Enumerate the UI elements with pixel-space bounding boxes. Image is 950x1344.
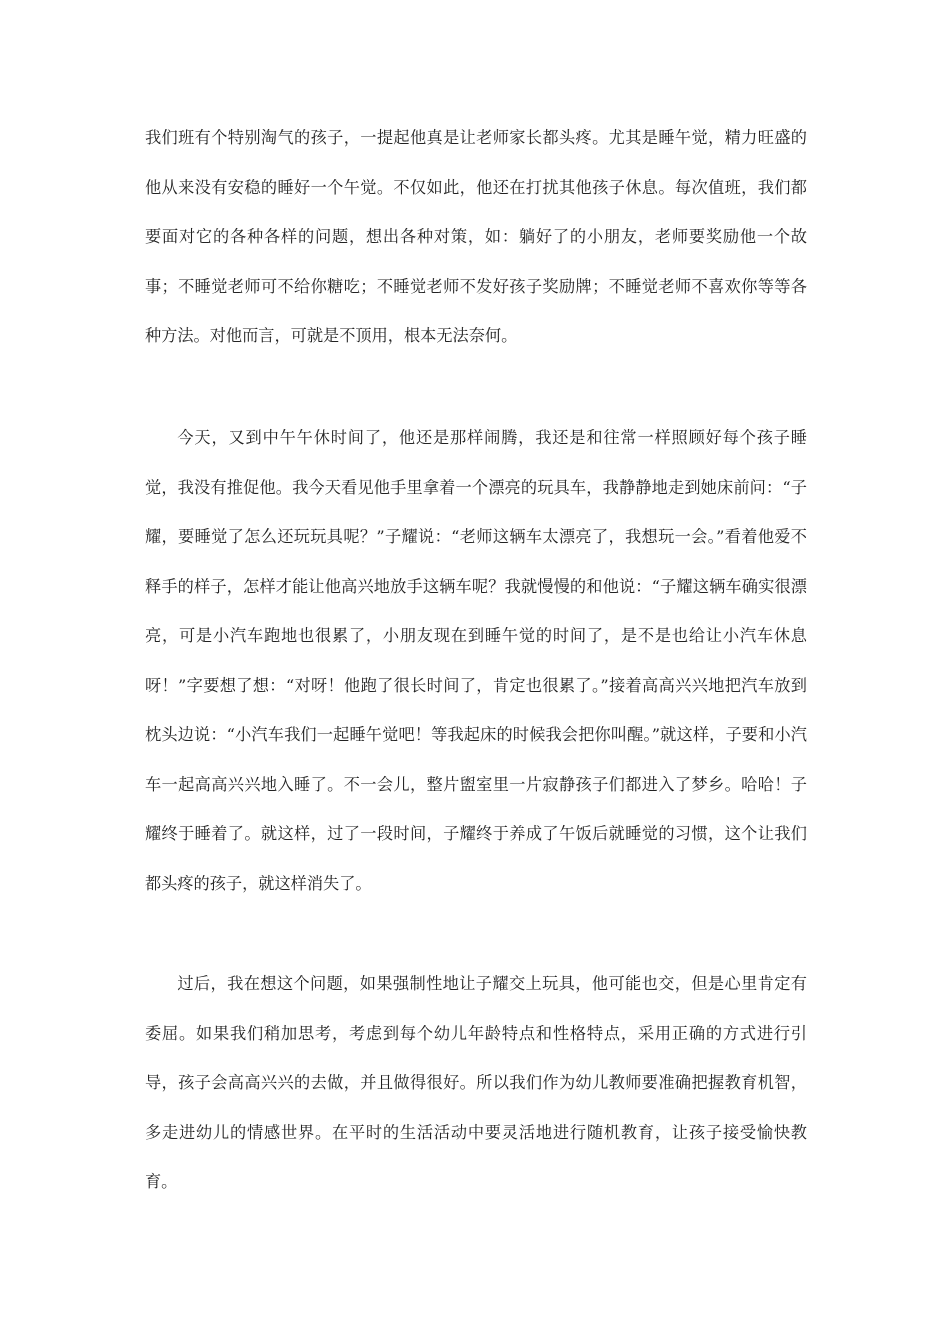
paragraph-1: 我们班有个特别淘气的孩子，一提起他真是让老师家长都头疼。尤其是睡午觉，精力旺盛的他从来没有安稳的睡好一个午觉。不仅如此，他还在打扰其他孩子休息。每次值班，我们都要面对它的各种各样的问题，想出各种对策，如：躺好了的小朋友，老师要奖励他一个故事；不睡觉老师可不给你糖吃；不睡觉老师不发好孩子奖励牌；不睡觉老师不喜欢你等等各种方法。对他而言，可就是不顶用，根本无法奈何。 bbox=[145, 128, 807, 345]
paragraph-2: 今天，又到中午午休时间了，他还是那样闹腾，我还是和往常一样照顾好每个孩子睡觉，我没有推促他。我今天看见他手里拿着一个漂亮的玩具车，我静静地走到她床前问：“子耀，要睡觉了怎么还玩玩具呢？”子耀说：“老师这辆车太漂亮了，我想玩一会。”看着他爱不释手的样子，怎样才能让他高兴地放手这辆车呢？我就慢慢的和他说：“子耀这辆车确实很漂亮，可是小汽车跑地也很累了，小朋友现在到睡午觉的时间了，是不是也给让小汽车休息呀！”字要想了想：“对呀！他跑了很长时间了，肯定也很累了。”接着高高兴兴地把汽车放到枕头边说：“小汽车我们一起睡午觉吧！等我起床的时候我会把你叫醒。”就这样，子要和小汽车一起高高兴兴地入睡了。不一会儿，整片盥室里一片寂静孩子们都进入了梦乡。哈哈！子耀终于睡着了。就这样，过了一段时间，子耀终于养成了午饭后就睡觉的习惯，这个让我们都头疼的孩子，就这样消失了。 bbox=[145, 428, 807, 893]
paragraph-3: 过后，我在想这个问题，如果强制性地让子耀交上玩具，他可能也交，但是心里肯定有委屈。如果我们稍加思考，考虑到每个幼儿年龄特点和性格特点，采用正确的方式进行引导，孩子会高高兴兴的去做，并且做得很好。所以我们作为幼儿教师要准确把握教育机智，多走进幼儿的情感世界。在平时的生活活动中要灵活地进行随机教育，让孩子接受愉快教育。 bbox=[145, 974, 807, 1191]
